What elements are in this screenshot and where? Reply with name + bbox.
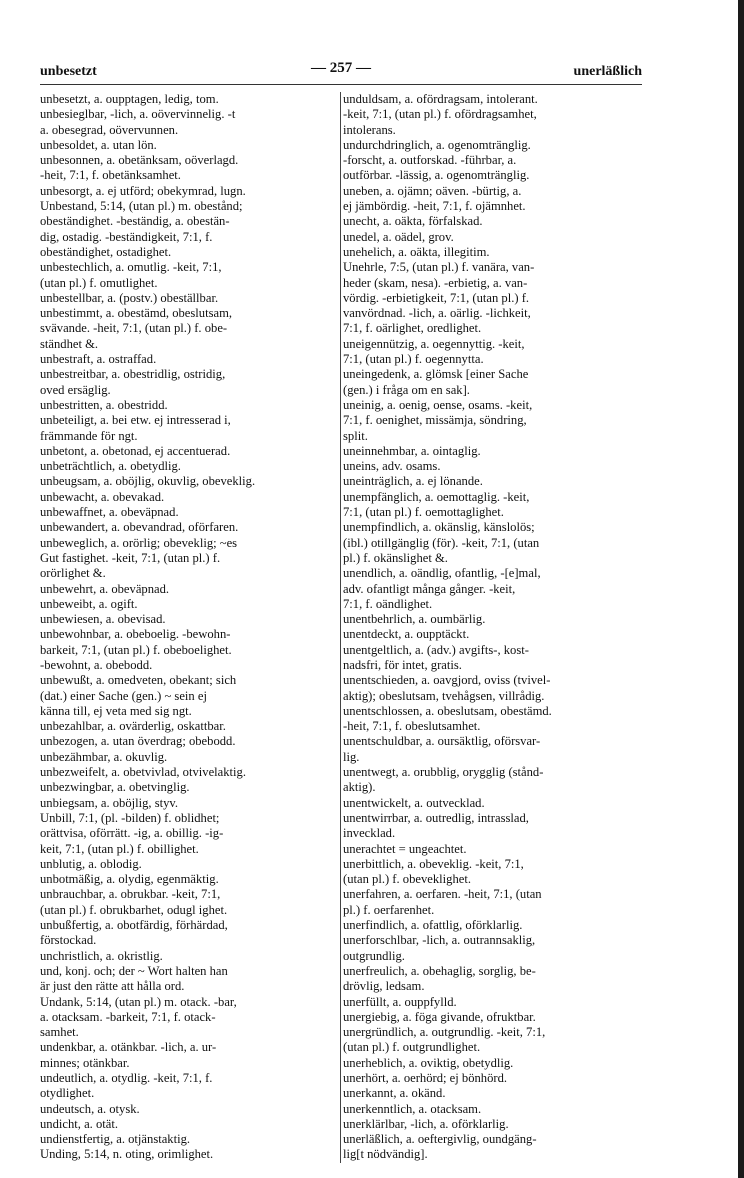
entry-line: Gut fastighet. -keit, 7:1, (utan pl.) f. [40, 550, 221, 565]
entry-line: (gen.) i fråga om en sak]. [343, 382, 470, 397]
entry-line: unerläßlich, a. oeftergivlig, oundgäng- [343, 1132, 537, 1147]
entry-line: uneinnehmbar, a. ointaglig. [343, 443, 481, 458]
entry-line: (utan pl.) f. outgrundlighet. [343, 1040, 481, 1055]
entry-line: obeständighet, ostadighet. [40, 244, 172, 259]
entry-line: unedel, a. oädel, grov. [343, 229, 454, 244]
entry-line: undienstfertig, a. otjänstaktig. [40, 1132, 191, 1147]
entry-line: unerheblich, a. oviktig, obetydlig. [343, 1055, 514, 1070]
entry-line: unbewehrt, a. obeväpnad. [40, 581, 170, 596]
entry-line: unerfindlich, a. ofattlig, oförklarlig. [343, 918, 523, 933]
entry-line: unerhört, a. oerhörd; ej bönhörd. [343, 1071, 508, 1085]
entry-line: uneigennützig, a. oegennyttig. -keit, [343, 336, 525, 351]
entry-line: unentschlossen, a. obeslutsam, obestämd. [343, 703, 552, 718]
entry-line: unbesoldet, a. utan lön. [40, 137, 157, 152]
entry-line: unbrauchbar, a. obrukbar. -keit, 7:1, [40, 887, 221, 902]
entry-line: uneinig, a. oenig, oense, osams. -keit, [343, 397, 533, 412]
entry-line: uneben, a. ojämn; oäven. -bürtig, a. [343, 183, 522, 198]
page-number: — 257 — [311, 60, 371, 76]
entry-line: unbestritten, a. obestridd. [40, 397, 168, 412]
entry-line: unentdeckt, a. oupptäckt. [343, 627, 470, 642]
entry-line: aktig); obeslutsam, tvehågsen, villrådig. [343, 688, 545, 703]
entry-line: unempfänglich, a. oemottaglig. -keit, [343, 489, 530, 504]
entry-line: Unehrle, 7:5, (utan pl.) f. vanära, van- [343, 260, 535, 275]
entry-line: unbezweifelt, a. obetvivlad, otvivelaktig. [40, 765, 246, 780]
entry-line: unerfreulich, a. obehaglig, sorglig, be- [343, 963, 536, 978]
entry-line: 7:1, f. oändlighet. [343, 596, 433, 611]
entry-line: vördig. -erbietigkeit, 7:1, (utan pl.) f. [343, 290, 530, 305]
last-headword: unerläßlich [573, 64, 642, 79]
entry-line: svävande. -heit, 7:1, (utan pl.) f. obe- [40, 321, 228, 336]
entry-line: outgrundlig. [343, 948, 405, 963]
entry-line: aktig). [343, 780, 376, 795]
entry-line: unbewiesen, a. obevisad. [40, 612, 166, 627]
entry-line: (dat.) einer Sache (gen.) ~ sein ej [40, 688, 207, 703]
entry-line: unbestimmt, a. obestämd, obeslutsam, [40, 306, 233, 321]
entry-line: unendlich, a. oändlig, ofantlig, -[e]mal, [343, 566, 541, 581]
entry-line: (ibl.) otillgänglig (för). -keit, 7:1, (utan [343, 535, 540, 550]
entry-line: unbezwingbar, a. obetvinglig. [40, 780, 190, 795]
entry-line: lig[t nödvändig]. [343, 1147, 428, 1162]
entry-line: invecklad. [343, 826, 396, 841]
entry-line: unecht, a. oäkta, förfalskad. [343, 214, 483, 229]
entry-line: obeständighet. -beständig, a. obestän- [40, 214, 230, 229]
entry-line: -heit, 7:1, f. obeslutsamhet. [343, 719, 481, 734]
entry-line: unentschuldbar, a. oursäktlig, oförsvar- [343, 734, 541, 749]
entry-line: heder (skam, nesa). -erbietig, a. van- [343, 275, 528, 290]
entry-line: unentbehrlich, a. oumbärlig. [343, 612, 486, 627]
entry-line: unbiegsam, a. oböjlig, styv. [40, 795, 179, 810]
entry-line: samhet. [40, 1025, 79, 1040]
entry-line: unerbittlich, a. obeveklig. -keit, 7:1, [343, 856, 524, 871]
entry-line: Undank, 5:14, (utan pl.) m. otack. -bar, [40, 994, 237, 1009]
entry-line: unerkenntlich, a. otacksam. [343, 1101, 482, 1116]
entry-line: unbeugsam, a. oböjlig, okuvlig, obeveklig. [40, 474, 256, 489]
entry-line: (utan pl.) f. obeveklighet. [343, 872, 471, 887]
entry-line: unbeteiligt, a. bei etw. ej intresserad i, [40, 413, 231, 428]
entry-line: unbezahlbar, a. ovärderlig, oskattbar. [40, 719, 226, 734]
entry-line: undurchdringlich, a. ogenomtränglig. [343, 137, 531, 152]
entry-line: otydlighet. [40, 1086, 95, 1101]
entry-line: unbesetzt, a. oupptagen, ledig, tom. [40, 92, 219, 106]
entry-line: nadsfri, för intet, gratis. [343, 657, 462, 672]
entry-line: unbetont, a. obetonad, ej accentuerad. [40, 443, 231, 458]
entry-line: unergiebig, a. föga givande, ofruktbar. [343, 1009, 536, 1024]
first-headword: unbesetzt [40, 64, 97, 79]
entry-line: ständhet &. [40, 336, 99, 351]
entry-line: minnes; otänkbar. [40, 1055, 130, 1070]
entry-line: unerachtet = ungeachtet. [343, 841, 467, 856]
entry-line: a. obesegrad, oövervunnen. [40, 122, 179, 137]
entry-line: unerfüllt, a. ouppfylld. [343, 994, 457, 1009]
entry-line: Unbill, 7:1, (pl. -bilden) f. oblidhet; [40, 810, 220, 825]
entry-line: unbestechlich, a. omutlig. -keit, 7:1, [40, 260, 222, 275]
entry-line: orörlighet &. [40, 566, 106, 581]
entry-line: undeutlich, a. otydlig. -keit, 7:1, f. [40, 1071, 213, 1085]
entry-line: split. [343, 428, 368, 443]
entry-line: Unding, 5:14, n. oting, orimlighet. [40, 1147, 214, 1162]
entry-line: unerkannt, a. okänd. [343, 1086, 446, 1101]
entry-line: unerfahren, a. oerfaren. -heit, 7:1, (utan [343, 887, 542, 902]
entry-line: -keit, 7:1, (utan pl.) f. ofördragsamhet, [343, 107, 537, 122]
entry-line: unbeträchtlich, a. obetydlig. [40, 459, 181, 474]
entry-line: unduldsam, a. ofördragsam, intolerant. [343, 92, 538, 106]
entry-line: unentschieden, a. oavgjord, oviss (tvivel- [343, 673, 551, 688]
entry-line: unbewacht, a. obevakad. [40, 489, 165, 504]
entry-line: unbewaffnet, a. obeväpnad. [40, 505, 179, 520]
entry-line: unehelich, a. oäkta, illegitim. [343, 244, 490, 259]
entry-line: unbestreitbar, a. obestridlig, ostridig, [40, 367, 226, 382]
entry-line: (utan pl.) f. omutlighet. [40, 275, 158, 290]
entry-line: intolerans. [343, 122, 396, 137]
entry-line: unbußfertig, a. obotfärdig, förhärdad, [40, 918, 228, 933]
entry-line: lig. [343, 749, 360, 764]
entry-line: unbezähmbar, a. okuvlig. [40, 749, 168, 764]
entry-line: unbestellbar, a. (postv.) obeställbar. [40, 290, 219, 305]
running-head [40, 58, 642, 82]
entry-line: undicht, a. otät. [40, 1116, 118, 1131]
entry-line: 7:1, (utan pl.) f. oegennytta. [343, 352, 484, 367]
entry-line: und, konj. och; der ~ Wort halten han [40, 963, 228, 978]
entry-line: är just den rätte att hålla ord. [40, 979, 185, 994]
entry-line: adv. ofantligt många gånger. -keit, [343, 581, 516, 596]
entry-line: unerforschlbar, -lich, a. outrannsaklig, [343, 933, 536, 948]
entry-line: undeutsch, a. otysk. [40, 1101, 140, 1116]
entry-line: unentwickelt, a. outvecklad. [343, 795, 485, 810]
entry-line: unbesorgt, a. ej utförd; obekymrad, lugn. [40, 183, 246, 198]
entry-line: känna till, ej veta med sig ngt. [40, 703, 192, 718]
entry-line: unbewandert, a. obevandrad, oförfaren. [40, 520, 239, 535]
entry-line: främmande för ngt. [40, 428, 138, 443]
entry-line: 7:1, (utan pl.) f. oemottaglighet. [343, 505, 504, 520]
entry-line: -bewohnt, a. obebodd. [40, 657, 153, 672]
page-edge-shadow [738, 0, 744, 1178]
header-rule [40, 84, 642, 85]
entry-line: pl.) f. okänslighet &. [343, 550, 448, 565]
entry-line: 7:1, f. oärlighet, oredlighet. [343, 321, 482, 336]
entry-line: undenkbar, a. otänkbar. -lich, a. ur- [40, 1040, 217, 1055]
entry-line: unentwirrbar, a. outredlig, intrasslad, [343, 810, 529, 825]
entry-line: drövlig, ledsam. [343, 979, 425, 994]
entry-line: Unbestand, 5:14, (utan pl.) m. obestånd; [40, 199, 243, 214]
entry-line: 7:1, f. oenighet, missämja, söndring, [343, 413, 527, 428]
entry-line: a. otacksam. -barkeit, 7:1, f. otack- [40, 1009, 216, 1024]
entry-line: ej jämbördig. -heit, 7:1, f. ojämnhet. [343, 199, 526, 214]
entry-line: unempfindlich, a. okänslig, känslolös; [343, 520, 535, 535]
entry-line: unbeweglich, a. orörlig; obeveklig; ~es [40, 535, 238, 550]
entry-line: orättvisa, oförrätt. -ig, a. obillig. -ig- [40, 826, 224, 841]
entry-line: unergründlich, a. outgrundlig. -keit, 7:1, [343, 1025, 546, 1040]
entry-line: dig, ostadig. -beständigkeit, 7:1, f. [40, 229, 213, 244]
entry-line: unbeweibt, a. ogift. [40, 596, 138, 611]
entry-line: förstockad. [40, 933, 97, 948]
entry-line: oved ersäglig. [40, 382, 111, 397]
entry-line: -forscht, a. outforskad. -führbar, a. [343, 153, 517, 168]
entry-line: unentwegt, a. orubblig, orygglig (stånd- [343, 765, 544, 780]
entry-line: pl.) f. oerfarenhet. [343, 902, 435, 917]
entry-line: unbotmäßig, a. olydig, egenmäktig. [40, 872, 219, 887]
entry-line: uneingedenk, a. glömsk [einer Sache [343, 367, 529, 382]
entry-line: vanvördnad. -lich, a. oärlig. -lichkeit, [343, 306, 531, 321]
entry-line: uneins, adv. osams. [343, 459, 441, 474]
entry-line: unblutig, a. oblodig. [40, 856, 142, 871]
entry-line: unbesieglbar, -lich, a. oövervinnelig. -t [40, 107, 236, 122]
right-column [343, 92, 641, 1163]
entry-line: keit, 7:1, (utan pl.) f. obillighet. [40, 841, 199, 856]
entry-line: unchristlich, a. okristlig. [40, 948, 163, 963]
left-column [40, 92, 341, 1163]
entry-line: uneinträglich, a. ej lönande. [343, 474, 483, 489]
entry-line: unbewohnbar, a. obeboelig. -bewohn- [40, 627, 231, 642]
entry-line: unbesonnen, a. obetänksam, oöverlagd. [40, 153, 239, 168]
entry-line: unbewußt, a. omedveten, obekant; sich [40, 673, 237, 688]
entry-line: unbestraft, a. ostraffad. [40, 352, 157, 367]
entry-line: barkeit, 7:1, (utan pl.) f. obeboelighet. [40, 642, 232, 657]
entry-line: unerklärlbar, -lich, a. oförklarlig. [343, 1116, 509, 1131]
entry-line: -heit, 7:1, f. obetänksamhet. [40, 168, 181, 183]
entry-line: outförbar. -lässig, a. ogenomtränglig. [343, 168, 530, 183]
entry-line: (utan pl.) f. obrukbarhet, odugl ighet. [40, 902, 228, 917]
entry-line: unbezogen, a. utan överdrag; obebodd. [40, 734, 236, 749]
entry-line: unentgeltlich, a. (adv.) avgifts-, kost- [343, 642, 529, 657]
